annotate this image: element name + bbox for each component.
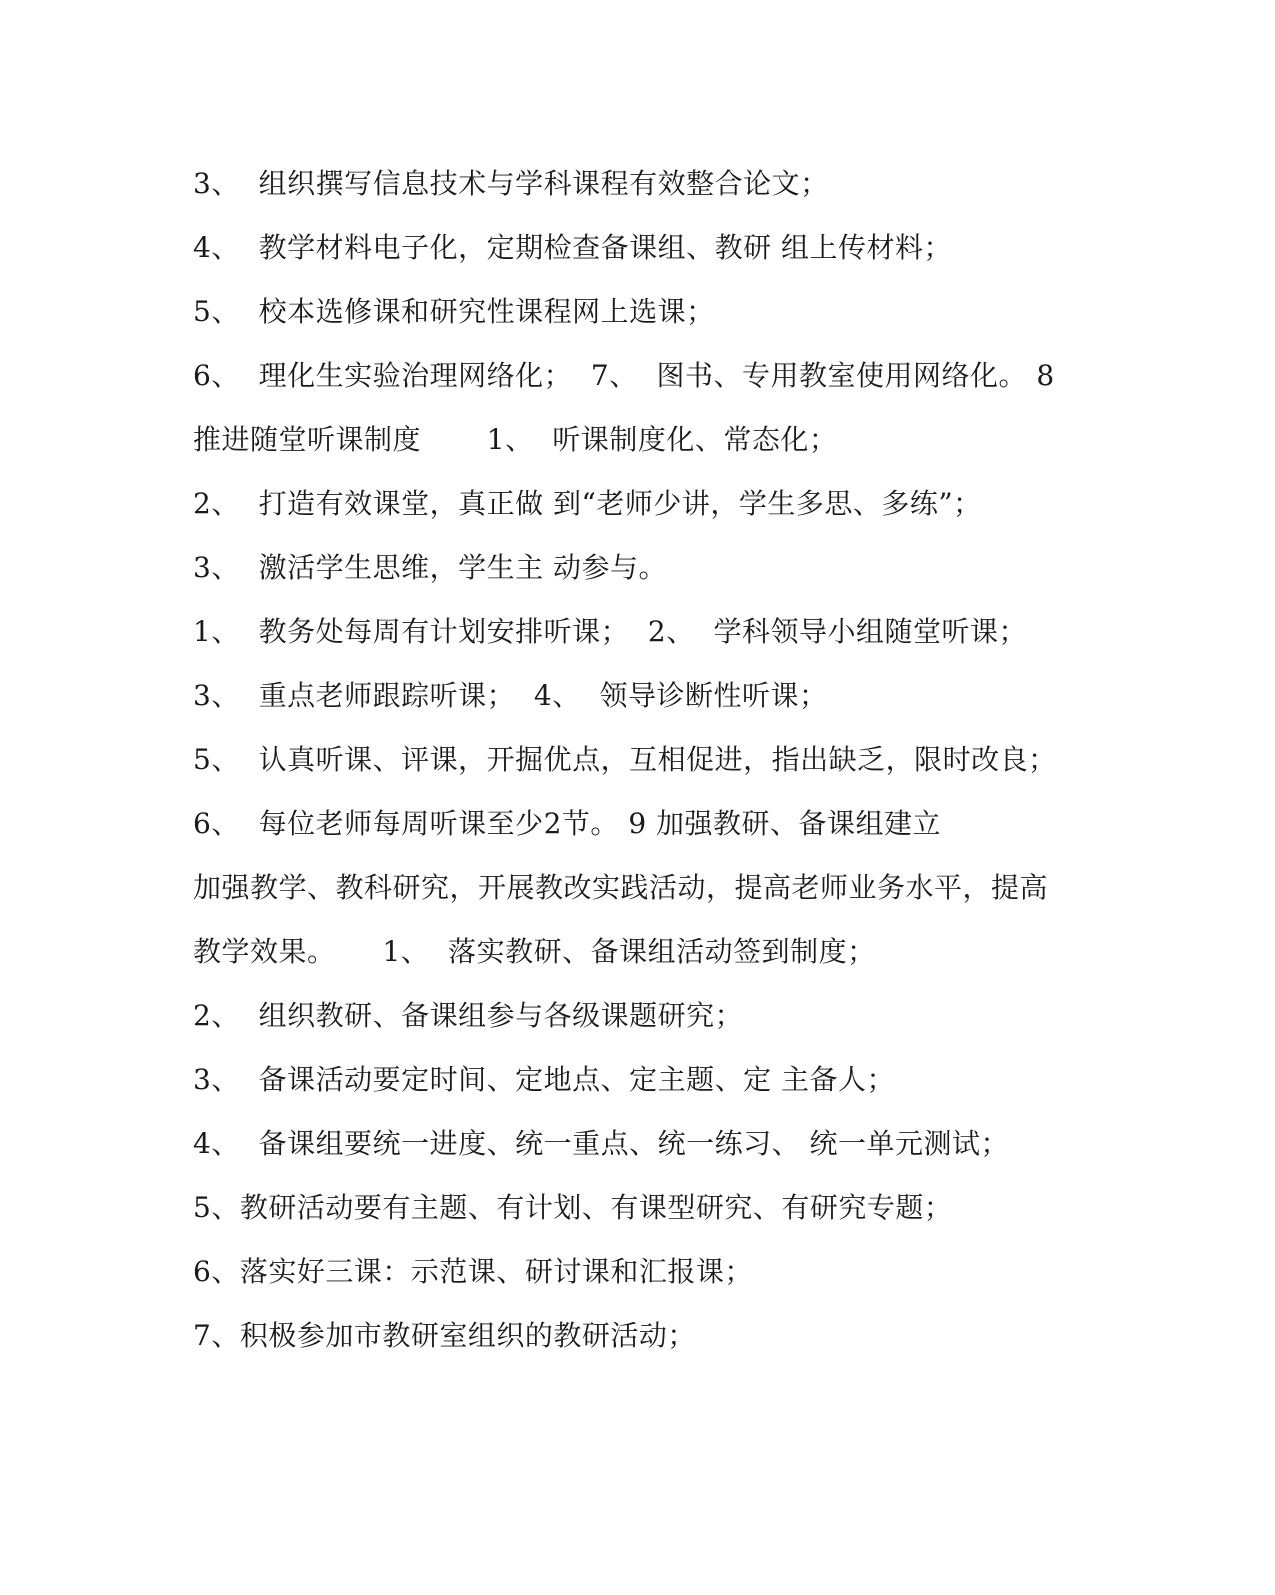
text-line: 教学效果。 1、 落实教研、备课组活动签到制度； [193,935,876,968]
text-line: 3、 激活学生思维，学生主 动参与。 [193,551,668,584]
text-line: 7、积极参加市教研室组织的教研活动； [193,1319,696,1352]
text-line: 2、 组织教研、备课组参与各级课题研究； [193,999,744,1032]
text-line: 3、 备课活动要定时间、定地点、定主题、定 主备人； [193,1063,896,1096]
text-line: 3、 组织撰写信息技术与学科课程有效整合论文； [193,167,829,200]
text-line: 2、 打造有效课堂，真正做 到“老师少讲，学生多思、多练”； [193,487,982,520]
text-line: 6、落实好三课：示范课、研讨课和汇报课； [193,1255,753,1288]
text-line: 5、 认真听课、评课，开掘优点，互相促进，指出缺乏，限时改良； [193,743,1057,776]
text-line: 4、 教学材料电子化，定期检查备课组、教研 组上传材料； [193,231,953,264]
text-line: 推进随堂听课制度 1、 听课制度化、常态化； [193,423,838,456]
text-line: 1、 教务处每周有计划安排听课； 2、 学科领导小组随堂听课； [193,615,1028,648]
text-line: 5、 校本选修课和研究性课程网上选课； [193,295,715,328]
text-line: 6、 每位老师每周听课至少2节。 9 加强教研、备课组建立 [193,807,942,840]
text-line: 加强教学、教科研究，开展教改实践活动，提高老师业务水平，提高 [193,871,1049,904]
text-line: 5、教研活动要有主题、有计划、有课型研究、有研究专题； [193,1191,953,1224]
document-body [193,158,1093,1374]
text-line: 3、 重点老师跟踪听课； 4、 领导诊断性听课； [193,679,828,712]
text-line: 4、 备课组要统一进度、统一重点、统一练习、 统一单元测试； [193,1127,1010,1160]
text-line: 6、 理化生实验治理网络化； 7、 图书、专用教室使用网络化。 8 [193,359,1055,392]
